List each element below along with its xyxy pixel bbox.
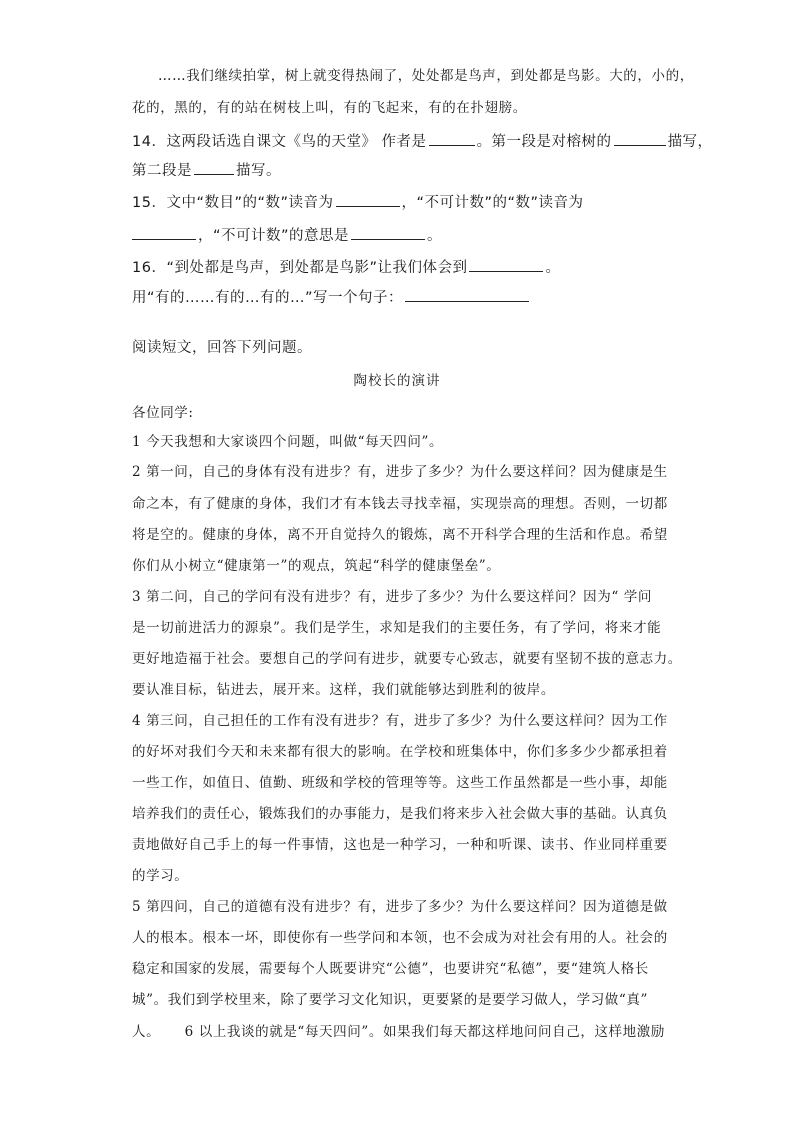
reading-line: 2 第一问，自己的身体有没有进步？有，进步了多少？为什么要这样问？因为健康是生 <box>132 464 668 480</box>
q14-text-e: 描写。 <box>236 163 281 179</box>
q15-meaning-blank[interactable] <box>351 224 425 240</box>
q16-text-a: 16．“到处都是鸟声，到处都是鸟影”让我们体会到 <box>132 260 468 276</box>
q15-text-d: 。 <box>427 228 443 244</box>
reading-line: 4 第三问，自己担任的工作有没有进步？有，进步了多少？为什么要这样问？因为工作 <box>132 713 668 729</box>
reading-line: 培养我们的责任心，锻炼我们的办事能力，是我们将来步入社会做大事的基础。认真负 <box>132 806 668 822</box>
reading-line: 稳定和国家的发展，需要每个人既要讲究“公德”，也要讲究“私德”，要“建筑人格长 <box>132 961 649 977</box>
question-16-line-2 <box>132 286 531 308</box>
question-15-line-1 <box>132 191 584 213</box>
passage-line-2: 花的，黑的，有的站在树枝上叫，有的飞起来，有的在扑翅膀。 <box>132 100 527 116</box>
reading-line: 3 第二问，自己的学问有没有进步？有，进步了多少？为什么要这样问？因为“ 学问 <box>132 589 652 605</box>
question-16-line-1 <box>132 256 560 278</box>
passage-line-1: ……我们继续拍掌，树上就变得热闹了，处处都是鸟声，到处都是鸟影。大的，小的， <box>158 68 694 84</box>
q16-feeling-blank[interactable] <box>469 256 543 272</box>
q14-second-blank[interactable] <box>194 159 234 175</box>
q15-text-c: ，“不可计数”的意思是 <box>198 228 350 244</box>
reading-line: 将是空的。健康的身体，离不开自觉持久的锻炼，离不开科学合理的生活和作息。希望 <box>132 527 668 543</box>
q15-pinyin-blank-1[interactable] <box>336 191 400 207</box>
q15-pinyin-blank-2[interactable] <box>132 224 196 240</box>
reading-line: 5 第四问，自己的道德有没有进步？有，进步了多少？为什么要这样问？因为道德是做 <box>132 899 668 915</box>
reading-line: 人。 6 以上我谈的就是“每天四问”。如果我们每天都这样地问问自己，这样地激励 <box>132 1024 665 1040</box>
reading-line: 责地做好自己手上的每一件事情，这也是一种学习，一种和听课、读书、作业同样重要 <box>132 837 668 853</box>
q15-text-b: ，“不可计数”的“数”读音为 <box>401 195 584 211</box>
question-14-line-1 <box>132 130 713 152</box>
q14-text-b: 。第一段是对榕树的 <box>476 134 612 150</box>
q16-text-c: 用“有的……有的…有的…”写一个句子： <box>132 290 404 306</box>
question-15-line-2 <box>132 224 442 246</box>
reading-intro: 阅读短文，回答下列问题。 <box>132 340 312 356</box>
q16-text-b: 。 <box>545 260 561 276</box>
reading-line: 是一切前进活力的源泉”。我们是学生，求知是我们的主要任务，有了学问，将来才能 <box>132 620 662 636</box>
reading-line: 你们从小树立“健康第一”的观点，筑起“科学的健康堡垒”。 <box>132 558 501 574</box>
reading-line: 命之本，有了健康的身体，我们才有本钱去寻找幸福，实现崇高的理想。否则，一切都 <box>132 496 668 512</box>
q14-text-c: 描写， <box>667 134 713 150</box>
q14-author-blank[interactable] <box>429 130 475 146</box>
q16-sentence-blank[interactable] <box>405 286 529 302</box>
reading-line: 要认准目标，钻进去，展开来。这样，我们就能够达到胜利的彼岸。 <box>132 682 555 698</box>
q15-text-a: 15．文中“数目”的“数”读音为 <box>132 195 334 211</box>
reading-line: 一些工作，如值日、值勤、班级和学校的管理等等。这些工作虽然都是一些小事，却能 <box>132 775 668 791</box>
q14-text-d: 第二段是 <box>132 163 192 179</box>
reading-greeting: 各位同学: <box>132 405 194 421</box>
reading-title: 陶校长的演讲 <box>353 373 441 389</box>
question-14-line-2 <box>132 159 281 181</box>
reading-line: 城”。我们到学校里来，除了要学习文化知识，更要紧的是要学习做人，学习做“真” <box>132 992 649 1008</box>
reading-line: 人的根本。根本一坏，即使你有一些学问和本领，也不会成为对社会有用的人。社会的 <box>132 930 668 946</box>
reading-line: 1 今天我想和大家谈四个问题，叫做“每天四问”。 <box>132 434 444 450</box>
reading-line: 的学习。 <box>132 868 189 884</box>
q14-banyan-blank[interactable] <box>614 130 666 146</box>
q14-text-a: 14．这两段话选自课文《鸟的天堂》 作者是 <box>132 134 427 150</box>
reading-line: 更好地造福于社会。要想自己的学问有进步，就要专心致志，就要有坚韧不拔的意志力。 <box>132 651 682 667</box>
reading-line: 的好坏对我们今天和未来都有很大的影响。在学校和班集体中，你们多多少少都承担着 <box>132 744 668 760</box>
